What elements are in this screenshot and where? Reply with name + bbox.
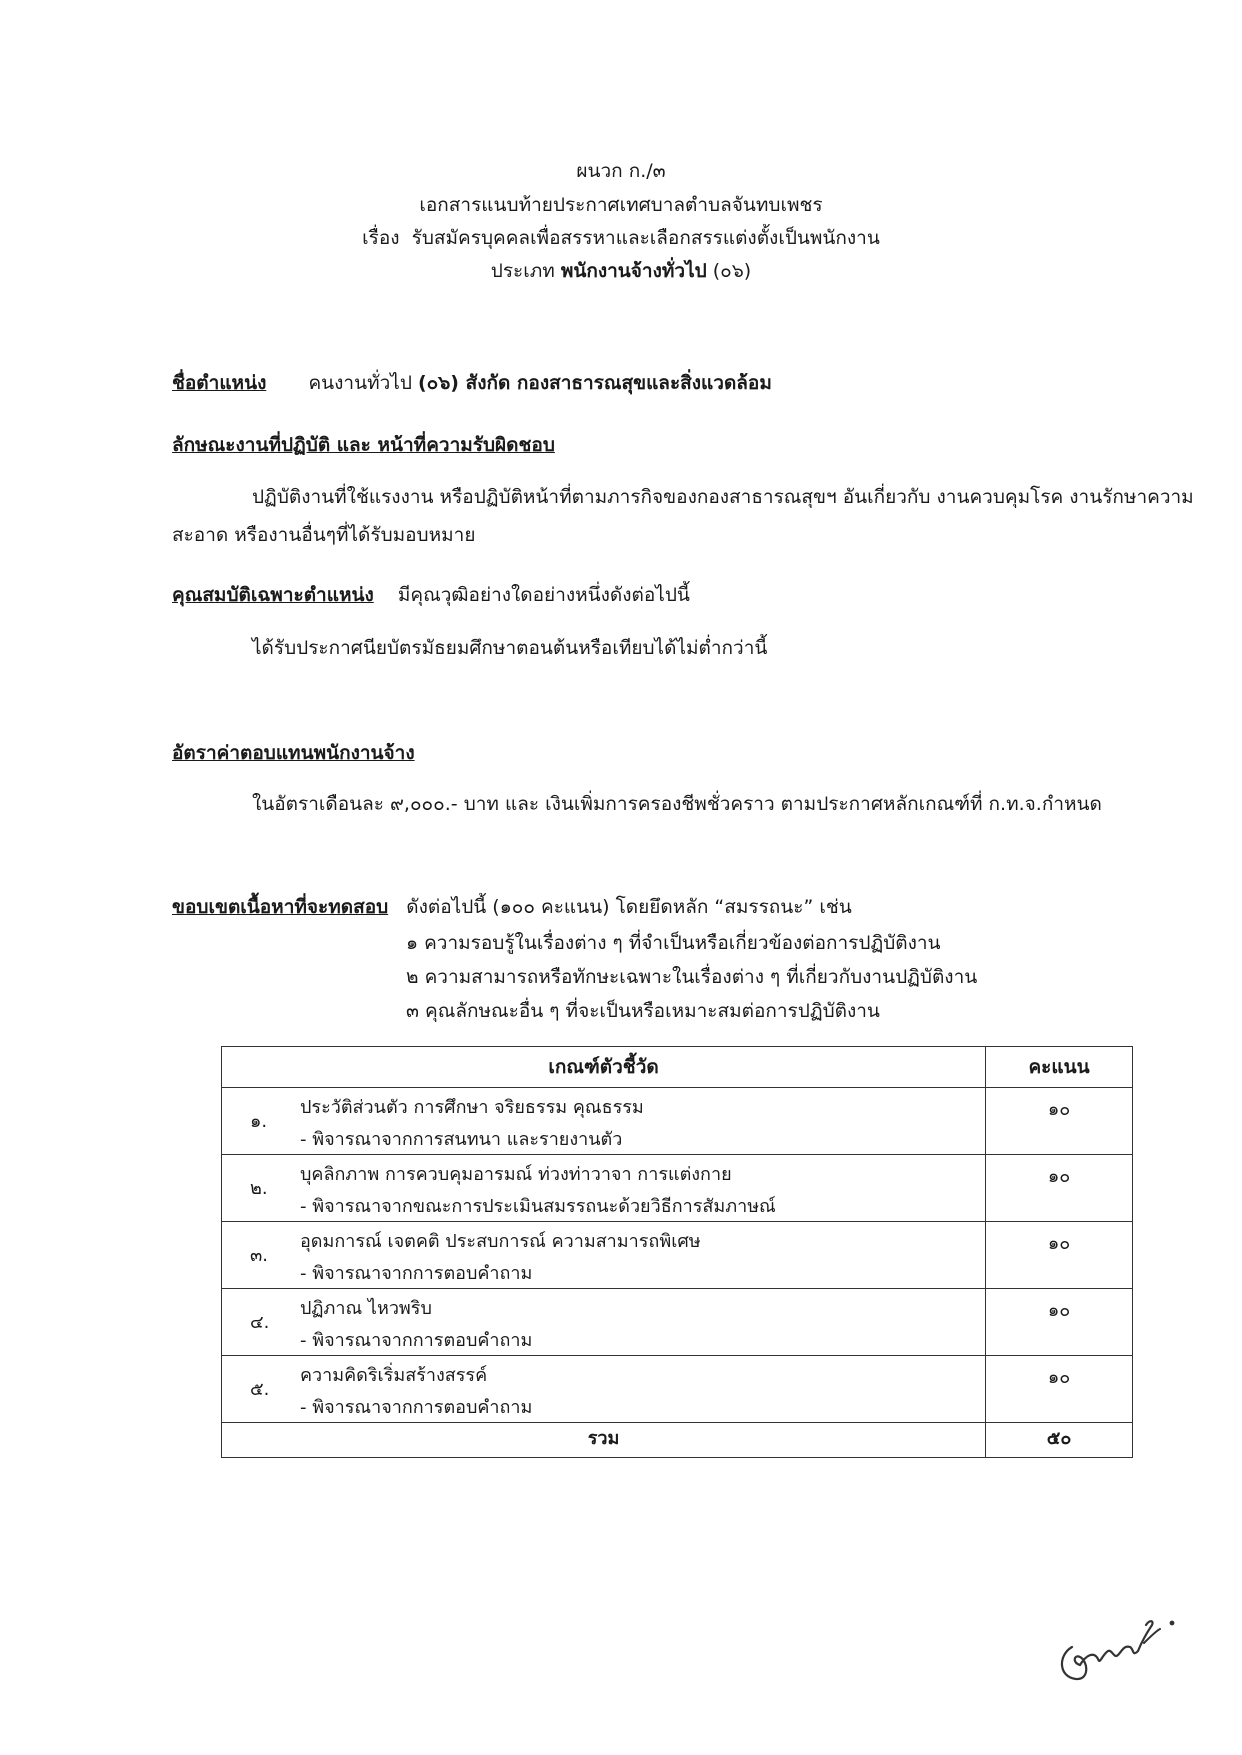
duties-line-1: ปฏิบัติงานที่ใช้แรงงาน หรือปฏิบัติหน้าที่ตามภารกิจของกองสาธารณสุขฯ อันเกี่ยวกับ งานควบคุมโรค งานรักษาความ bbox=[252, 486, 1194, 508]
table-row bbox=[222, 1088, 1133, 1155]
qualification-heading: คุณสมบัติเฉพาะตำแหน่ง bbox=[172, 584, 374, 606]
row-score: ๑๐ bbox=[986, 1088, 1133, 1155]
criteria-table bbox=[221, 1046, 1133, 1458]
row-score: ๑๐ bbox=[986, 1155, 1133, 1222]
column-header-criteria: เกณฑ์ตัวชี้วัด bbox=[222, 1047, 986, 1088]
position-value-plain: คนงานทั่วไป bbox=[308, 372, 412, 394]
type-label: ประเภท bbox=[490, 260, 555, 282]
position-value-bold: (๐๖) สังกัด กองสาธารณสุขและสิ่งแวดล้อม bbox=[417, 372, 772, 394]
qualification-line bbox=[172, 580, 690, 610]
row-method: - พิจารณาจากการตอบคำถาม bbox=[300, 1397, 533, 1418]
subject-label: เรื่อง bbox=[362, 227, 400, 249]
row-criterion: บุคลิกภาพ การควบคุมอารมณ์ ท่วงท่าวาจา การแต่งกาย bbox=[300, 1164, 732, 1185]
subject-line bbox=[0, 223, 1242, 253]
row-number: ๔. bbox=[250, 1312, 270, 1333]
appendix-label: ผนวก ก./๓ bbox=[576, 160, 666, 182]
exam-scope-item-3: ๓ คุณลักษณะอื่น ๆ ที่จะเป็นหรือเหมาะสมต่อการปฏิบัติงาน bbox=[406, 1000, 880, 1022]
row-method: - พิจารณาจากการตอบคำถาม bbox=[300, 1263, 533, 1284]
column-header-score: คะแนน bbox=[986, 1047, 1133, 1088]
row-criterion: ประวัติส่วนตัว การศึกษา จริยธรรม คุณธรรม bbox=[300, 1097, 644, 1118]
table-row bbox=[222, 1155, 1133, 1222]
type-line bbox=[0, 256, 1242, 286]
table-header-row bbox=[222, 1047, 1133, 1088]
row-number: ๓. bbox=[250, 1245, 269, 1266]
compensation-heading: อัตราค่าตอบแทนพนักงานจ้าง bbox=[172, 742, 415, 764]
exam-scope-line bbox=[172, 892, 852, 922]
exam-scope-item-2: ๒ ความสามารถหรือทักษะเฉพาะในเรื่องต่าง ๆ ที่เกี่ยวกับงานปฏิบัติงาน bbox=[406, 966, 978, 988]
row-criterion: ความคิดริเริ่มสร้างสรรค์ bbox=[300, 1365, 488, 1386]
row-method: - พิจารณาจากขณะการประเมินสมรรถนะด้วยวิธีการสัมภาษณ์ bbox=[300, 1196, 776, 1217]
qualification-item: ได้รับประกาศนียบัตรมัธยมศึกษาตอนต้นหรือเทียบได้ไม่ต่ำกว่านี้ bbox=[252, 637, 768, 659]
duties-heading: ลักษณะงานที่ปฏิบัติ และ หน้าที่ความรับผิดชอบ bbox=[172, 434, 555, 456]
qualification-intro: มีคุณวุฒิอย่างใดอย่างหนึ่งดังต่อไปนี้ bbox=[397, 584, 690, 606]
position-line bbox=[172, 368, 772, 398]
row-method: - พิจารณาจากการตอบคำถาม bbox=[300, 1330, 533, 1351]
table-row bbox=[222, 1222, 1133, 1289]
total-score: ๕๐ bbox=[986, 1423, 1133, 1458]
exam-scope-heading: ขอบเขตเนื้อหาที่จะทดสอบ bbox=[172, 896, 389, 918]
row-criterion: ปฏิภาณ ไหวพริบ bbox=[300, 1298, 432, 1319]
compensation-text: ในอัตราเดือนละ ๙,๐๐๐.- บาท และ เงินเพิ่มการครองชีพชั่วคราว ตามประกาศหลักเกณฑ์ที่ ก.ท.จ.กำหนด bbox=[252, 793, 1102, 815]
total-row bbox=[222, 1423, 1133, 1458]
exam-scope-item-1: ๑ ความรอบรู้ในเรื่องต่าง ๆ ที่จำเป็นหรือเกี่ยวข้องต่อการปฏิบัติงาน bbox=[406, 932, 941, 954]
handwritten-signature bbox=[1050, 1585, 1200, 1685]
subject-text: รับสมัครบุคคลเพื่อสรรหาและเลือกสรรแต่งตั้งเป็นพนักงาน bbox=[411, 227, 880, 249]
type-value: พนักงานจ้างทั่วไป bbox=[560, 260, 707, 282]
row-score: ๑๐ bbox=[986, 1289, 1133, 1356]
row-number: ๕. bbox=[250, 1379, 270, 1400]
row-number: ๒. bbox=[250, 1178, 268, 1199]
row-score: ๑๐ bbox=[986, 1356, 1133, 1423]
position-label: ชื่อตำแหน่ง bbox=[172, 372, 267, 394]
document-title: เอกสารแนบท้ายประกาศเทศบาลตำบลจันทบเพชร bbox=[419, 194, 823, 216]
row-number: ๑. bbox=[250, 1111, 268, 1132]
duties-line-2: สะอาด หรืองานอื่นๆที่ได้รับมอบหมาย bbox=[172, 524, 476, 546]
exam-scope-intro: ดังต่อไปนี้ (๑๐๐ คะแนน) โดยยึดหลัก “สมรรถนะ” เช่น bbox=[406, 896, 852, 918]
total-label: รวม bbox=[222, 1423, 986, 1458]
row-method: - พิจารณาจากการสนทนา และรายงานตัว bbox=[300, 1129, 623, 1150]
table-row bbox=[222, 1356, 1133, 1423]
table-row bbox=[222, 1289, 1133, 1356]
row-score: ๑๐ bbox=[986, 1222, 1133, 1289]
type-code: (๐๖) bbox=[712, 260, 752, 282]
row-criterion: อุดมการณ์ เจตคติ ประสบการณ์ ความสามารถพิเศษ bbox=[300, 1231, 701, 1252]
